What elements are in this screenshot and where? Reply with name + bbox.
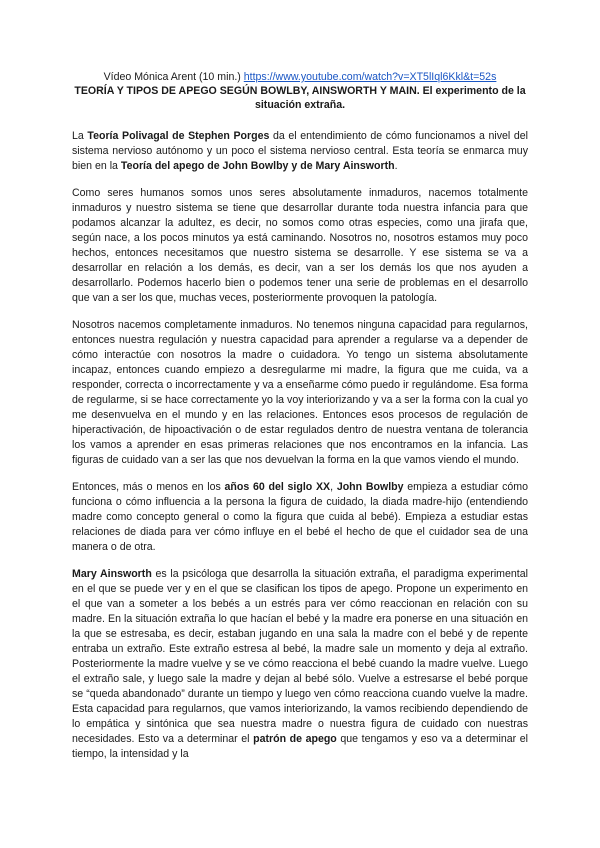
paragraph-4-bold-a: años 60 del siglo XX bbox=[224, 481, 331, 493]
video-label: Vídeo Mónica Arent (10 min.) bbox=[103, 71, 241, 83]
paragraph-3: Nosotros nacemos completamente inmaduros. No tenemos ninguna capacidad para regularnos, entonces nuestra regulación y nuestra capacidad para aprender a regularse va a depender de cómo interactúe con nosotros la madre o cuidadora. Yo tengo un sistema absolutamente incapaz, entonces cuando empiezo a desregularme mi madre, la figura que me cuida, va a responder, correcta o incorrectamente y va a enseñarme cómo puedo ir regulándome. Esa forma de regularme, si se hace correctamente yo la voy interiorizando y va a ser la forma con la cual yo me desenvuelva en el mundo y en las relaciones. Entonces esos procesos de regulación de hiperactivación, de hipoactivación o de estar regulados dentro de nuestra ventana de tolerancia los vamos a aprender en esas primeras relaciones que nos encontramos en la infancia. Las figuras de cuidado van a ser las que nos devuelvan la forma en la que vamos viendo el mundo. bbox=[72, 319, 528, 466]
paragraph-4-text-a: Entonces, más o menos en los bbox=[72, 481, 225, 493]
paragraph-5-text-a: es la psicóloga que desarrolla la situación extraña, el paradigma experimental en el que se puede ver y en el que se clasifican los tipos de apego. Propone un experimento en el que van a someter a los bebés a un estrés para ver cómo reaccionan en relación con su madre. En la situación extraña lo que hacían el bebé y la madre era ponerse en una situación en la que se estresaba, es decir, estaban jugando en una sala la madre con el bebé y de repente entraba un extraño. Este extraño estresa al bebé, la madre sale un momento y deja al extraño. Posteriormente la madre vuelve y se ve cómo reacciona el bebé cuando la madre vuelve. Luego el extraño sale, y luego sale la madre y dejan al bebé sólo. Vuelve a estresarse el bebé porque se “queda abandonado” durante un tiempo y luego ven cómo reacciona cuando vuelve la madre. Esta capacidad para regularnos, que vamos interiorizando, la vamos recibiendo dependiendo de lo empática y sintónica que sea nuestra madre o nuestra figura de cuidado con nuestras necesidades. Esto va a determinar el bbox=[72, 568, 528, 745]
paragraph-4 bbox=[72, 480, 528, 555]
paragraph-5-text-b: que tengamos y eso va a determinar el tiempo, la intensidad y la bbox=[72, 733, 528, 760]
document-title: TEORÍA Y TIPOS DE APEGO SEGÚN BOWLBY, AINSWORTH Y MAIN. El experimento de la situación extraña. bbox=[74, 85, 526, 111]
paragraph-4-text-b: , bbox=[330, 481, 337, 493]
paragraph-5-bold-b: patrón de apego bbox=[253, 733, 337, 745]
paragraph-1 bbox=[72, 129, 528, 174]
paragraph-1-bold-a: Teoría Polivagal de Stephen Porges bbox=[87, 130, 270, 142]
paragraph-1-text-a: La bbox=[72, 130, 88, 142]
document-header bbox=[72, 70, 528, 112]
paragraph-5 bbox=[72, 567, 528, 762]
video-reference bbox=[72, 70, 528, 84]
paragraph-1-text-b: da el entendimiento de cómo funcionamos a nivel del sistema nervioso autónomo y un poco el sistema nervioso central. Esta teoría se enmarca muy bien en la bbox=[72, 130, 528, 172]
paragraph-5-bold-a: Mary Ainsworth bbox=[72, 568, 152, 580]
paragraph-2: Como seres humanos somos unos seres absolutamente inmaduros, nacemos totalmente inmaduros y nuestro sistema se tiene que desarrollar durante toda nuestra infancia para que podamos alcanzar la adultez, es decir, no somos como otras especies, como una jirafa que, según nace, a los pocos minutos ya está caminando. Nosotros no, nosotros estamos muy poco hechos, entonces necesitamos que nuestro sistema se desarrolle. Y ese sistema se va a desarrollar en relación a los demás, es decir, van a ser los demás los que nos ayuden a desarrollarlo. Podemos hacerlo bien o podemos tener una serie de problemas en el desarrollo que van a ser los que, muchas veces, posteriormente provoquen la patología. bbox=[72, 187, 528, 304]
video-link[interactable]: https://www.youtube.com/watch?v=XT5lIql6Kkl&t=52s bbox=[243, 71, 497, 83]
paragraph-1-text-c: . bbox=[394, 160, 398, 172]
document-body bbox=[72, 129, 528, 762]
paragraph-4-bold-b: John Bowlby bbox=[336, 481, 404, 493]
paragraph-1-bold-b: Teoría del apego de John Bowlby y de Mary Ainsworth bbox=[120, 160, 395, 172]
paragraph-4-text-c: empieza a estudiar cómo funciona o cómo influencia a la persona la figura de cuidado, la diada madre-hijo (entendiendo madre como concepto general o como la figura que cuida al bebé). Empieza a estudiar estas relaciones de diada para ver cómo influye en el bebé el hecho de que el cuidador sea de una manera o de otra. bbox=[72, 481, 528, 553]
